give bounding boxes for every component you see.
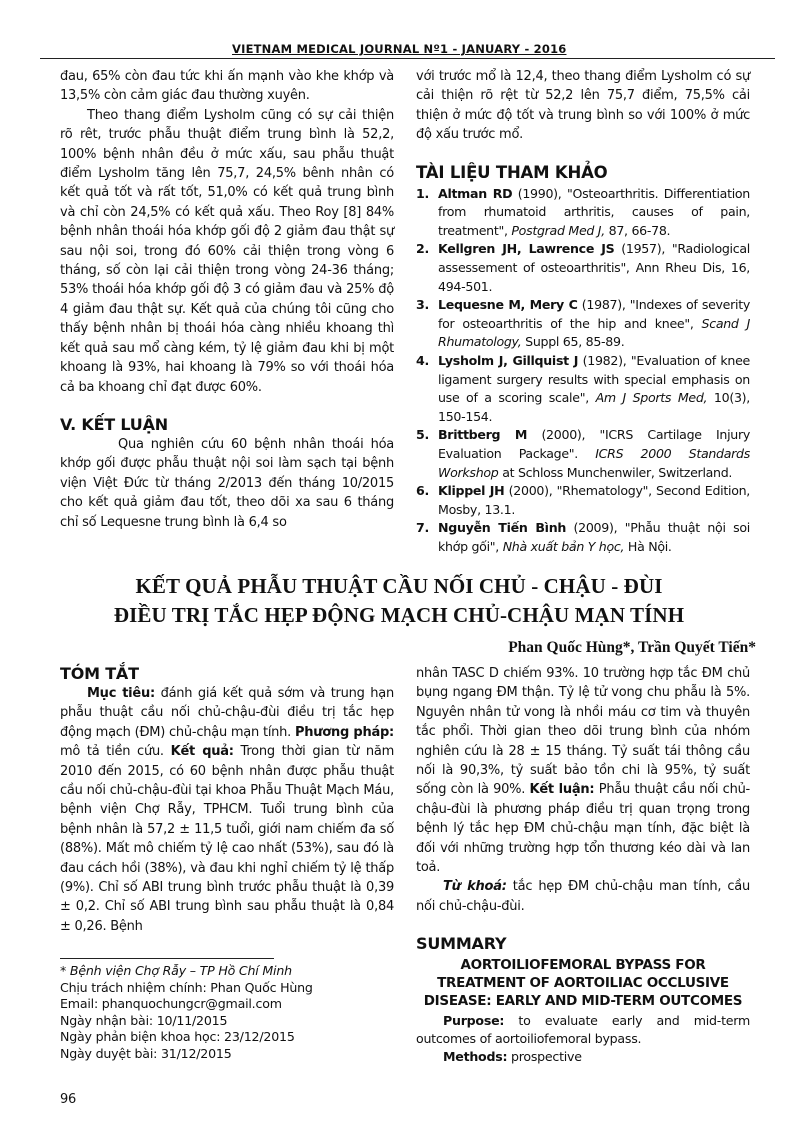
methods xyxy=(416,1048,750,1066)
review-date: Ngày phản biện khoa học: 23/12/2015 xyxy=(60,1029,295,1045)
reference-text: (2009), "Phẫu thuật nội soi khớp gối", xyxy=(438,520,750,554)
reference-text: (1982), "Evaluation of knee ligament surgery results with special emphasis on use of a scoring scale", xyxy=(438,352,750,406)
reference-authors: Lequesne M, Mery C xyxy=(438,297,578,313)
reference-source: Postgrad Med J, xyxy=(511,222,605,238)
paragraph: đau, 65% còn đau tức khi ấn mạnh vào khe khớp và 13,5% còn cảm giác đau thường xuyên. xyxy=(60,69,394,104)
reference-text: (1957), "Radiological assessement of osteoarthritis", Ann Rheu Dis, 16, 494-501. xyxy=(438,241,750,294)
reference-details: 10(3), 150-154. xyxy=(438,390,750,424)
reference-number: 3. xyxy=(416,297,429,313)
reference-text: (2000), "Rhematology", Second Edition, Mosby, 13.1. xyxy=(438,483,750,517)
label-objective: Mục tiêu: xyxy=(87,686,155,701)
reference-number: 2. xyxy=(416,241,429,257)
reference-number: 6. xyxy=(416,483,429,499)
summary-text xyxy=(416,1012,750,1066)
reference-item xyxy=(416,519,750,556)
text: Trong thời gian từ năm 2010 đến 2015, có 60 bệnh nhân được phẫu thuật cầu nối chủ-chậu-đùi tại khoa Phẫu Thuật Mạch Máu, bệnh viện Chợ Rẫy, TPHCM. Tuổi trung bình của bệnh nhân là 57,2 ± 11,5 tuổi, giới nam chiếm đa số (88%). Mất mô chiếm tỷ lệ cao nhất (53%), sau đó là đau cách hồi (38%), và đau khi nghỉ chiếm tỷ lệ thấp (9%). Chỉ số ABI trung bình trước phẫu thuật là 0,39 ± 0,2. Chỉ số ABI trung bình sau phẫu thuật là 0,84 ± 0,26. Bệnh xyxy=(60,744,394,934)
english-title xyxy=(416,956,750,1010)
reference-authors: Nguyễn Tiến Bình xyxy=(438,520,567,536)
running-header xyxy=(40,40,775,59)
label-purpose: Purpose: xyxy=(443,1013,505,1029)
reference-item xyxy=(416,352,750,426)
label-conclusion: Kết luận: xyxy=(529,782,595,798)
reference-text: (1990), "Osteoarthritis. Differentiation from rhumatoid arthritis, causes of pain, treatment", xyxy=(438,185,750,238)
text: đánh giá kết quả sớm và trung hạn phẫu thuật cầu nối chủ-chậu-đùi điều trị tắc hẹp động mạch (ĐM) chủ-chậu mạn tính. xyxy=(60,686,394,740)
affiliation: * Bệnh viện Chợ Rẫy – TP Hồ Chí Minh xyxy=(60,963,292,979)
prev-article-section xyxy=(60,67,750,572)
reference-item xyxy=(416,296,750,352)
references-heading: TÀI LIỆU THAM KHẢO xyxy=(416,162,608,182)
reference-details: 87, 66-78. xyxy=(604,222,671,238)
purpose xyxy=(416,1012,750,1048)
article-authors: Phan Quốc Hùng*, Trần Quyết Tiến* xyxy=(508,639,756,656)
email: Email: phanquochungcr@gmail.com xyxy=(60,996,282,1012)
abstract-paragraph xyxy=(60,684,394,936)
accepted-date: Ngày duyệt bài: 31/12/2015 xyxy=(60,1045,232,1061)
footnote-divider xyxy=(60,958,274,959)
summary-heading: SUMMARY xyxy=(416,934,507,954)
text: to evaluate early and mid-term outcomes of aortoiliofemoral bypass. xyxy=(416,1013,750,1047)
keywords xyxy=(416,877,750,916)
article-body xyxy=(60,664,750,1110)
reference-number: 7. xyxy=(416,520,429,536)
received-date: Ngày nhận bài: 10/11/2015 xyxy=(60,1012,228,1028)
reference-details: Hà Nội. xyxy=(624,538,672,554)
conclusion-text: Qua nghiên cứu 60 bệnh nhân thoái hóa khớp gối được phẫu thuật nội soi làm sạch tại bệnh viện Việt Đức từ tháng 2/2013 đến tháng 10/2015 cho kết quả giảm đau tốt, theo dõi xa sau 6 tháng chỉ số Lequesne trung bình là 6,4 so xyxy=(60,436,394,530)
reference-list xyxy=(416,185,750,557)
footnote xyxy=(60,963,394,1062)
label-method: Phương pháp: xyxy=(295,724,394,740)
reference-item xyxy=(416,185,750,241)
label-results: Kết quả: xyxy=(170,744,234,760)
reference-item xyxy=(416,426,750,482)
journal-title: VIETNAM MEDICAL JOURNAL Nº1 - JANUARY - 2016 xyxy=(232,42,567,56)
responsible-author: Chịu trách nhiệm chính: Phan Quốc Hùng xyxy=(60,979,313,995)
text: nhân TASC D chiếm 93%. 10 trường hợp tắc ĐM chủ bụng ngang ĐM thận. Tỷ lệ tử vong chu phẫu là 5%. Nguyên nhân tử vong là nhồi máu cơ tim và thuyên tắc phổi. Thời gian theo dõi trung bình của nhóm nghiên cứu là 28 ± 15 tháng. Tỷ suất tái thông cầu nối là 90,3%, tỷ suất bảo tồn chi là 95%, tỷ suất sống còn là 90%. xyxy=(416,666,750,798)
conclusion-heading: V. KẾT LUẬN xyxy=(60,414,168,434)
reference-item xyxy=(416,482,750,519)
reference-item xyxy=(416,240,750,296)
english-title-line: AORTOILIOFEMORAL BYPASS FOR xyxy=(460,957,706,974)
reference-source: ICRS 2000 Standards Workshop xyxy=(438,445,750,480)
prev-article-right-column xyxy=(416,67,750,557)
article-title-line-1: KẾT QUẢ PHẪU THUẬT CẦU NỐI CHỦ - CHẬU - ĐÙI xyxy=(135,574,663,598)
reference-text: (1987), "Indexes of severity for osteoarthritis of the hip and knee", xyxy=(438,297,750,331)
paragraph: với trước mổ là 12,4, theo thang điểm Lysholm có sự cải thiện rõ rệt từ 52,2 lên 75,7 điểm, 75,5% cải thiện ở mức độ tốt và trung bình so với 100% ở mức độ xấu trước mổ. xyxy=(416,69,750,143)
prev-article-left-column xyxy=(60,67,394,532)
reference-authors: Lysholm J, Gillquist J xyxy=(438,352,579,368)
text: mô tả tiền cứu. xyxy=(60,744,171,760)
reference-source: Am J Sports Med, xyxy=(595,390,708,406)
label-methods: Methods: xyxy=(443,1049,508,1065)
reference-text: (2000), "ICRS Cartilage Injury Evaluation Package". xyxy=(438,427,750,461)
reference-authors: Klippel JH xyxy=(438,483,505,499)
reference-number: 1. xyxy=(416,185,429,201)
abstract-heading: TÓM TẮT xyxy=(60,664,139,683)
text: tắc hẹp ĐM chủ-chậu man tính, cầu nối chủ-chậu-đùi. xyxy=(416,879,751,914)
reference-authors: Altman RD xyxy=(438,185,513,201)
reference-authors: Brittberg M xyxy=(438,427,528,443)
english-title-line: DISEASE: EARLY AND MID-TERM OUTCOMES xyxy=(423,993,743,1010)
reference-source: Scand J Rhumatology, xyxy=(438,315,750,350)
reference-source: Nhà xuất bản Y học, xyxy=(502,538,625,554)
text: prospective xyxy=(507,1049,582,1065)
page-number: 96 xyxy=(60,1092,77,1108)
abstract-paragraph xyxy=(416,664,750,877)
article-title-line-2: ĐIỀU TRỊ TẮC HẸP ĐỘNG MẠCH CHỦ-CHẬU MẠN TÍNH xyxy=(113,603,685,627)
label-keywords: Từ khoá: xyxy=(443,879,507,895)
reference-number: 4. xyxy=(416,352,429,368)
paragraph: Theo thang điểm Lysholm cũng có sự cải thiện rõ rêt, trước phẫu thuật điểm trung bình là 52,2, 100% bệnh nhân đều ở mức xấu, sau phẫu thuật điểm Lysholm tăng lên 75,7, 24,5% bênh nhân có kết quả tốt và rất tốt, 51,0% có kết quả trung bình và chỉ còn 24,5% có kết quả xấu. Theo Roy [8] 84% bệnh nhân thoái hóa khớp gối độ 2 giảm đau thật sự sau nội soi, trong đó 60% cải thiện trong vòng 6 tháng, số còn lại cải thiện trong vòng 24-36 tháng; 53% thoái hóa khớp gối độ 3 có giảm đau và 25% độ 4 giảm đau thật sự. Kết quả của chúng tôi cũng cho thấy bệnh nhân bị thoái hóa càng nhiều khoang thì kết quả sau mổ càng kém, tỷ lệ giảm đau khi bị một khoang là 93%, hai khoang là 79% so với thoái hóa cả ba khoang chỉ đạt được 60%. xyxy=(60,107,394,395)
reference-authors: Kellgren JH, Lawrence JS xyxy=(438,241,615,257)
reference-number: 5. xyxy=(416,427,429,443)
abstract-right-column xyxy=(416,664,750,1066)
reference-details: Suppl 65, 85-89. xyxy=(521,334,625,350)
text: Phẫu thuật cầu nối chủ-chậu-đùi là phương pháp điều trị quan trọng trong bệnh lý tắc hẹp ĐM chủ-chậu mạn tính, đặc biệt là đối với những trường hợp tổn thương kéo dài và lan toả. xyxy=(416,782,750,876)
reference-details: at Schloss Munchenwiler, Switzerland. xyxy=(498,464,733,480)
abstract-left-column xyxy=(60,664,394,1110)
english-title-line: TREATMENT OF AORTOILIAC OCCLUSIVE xyxy=(437,975,729,992)
